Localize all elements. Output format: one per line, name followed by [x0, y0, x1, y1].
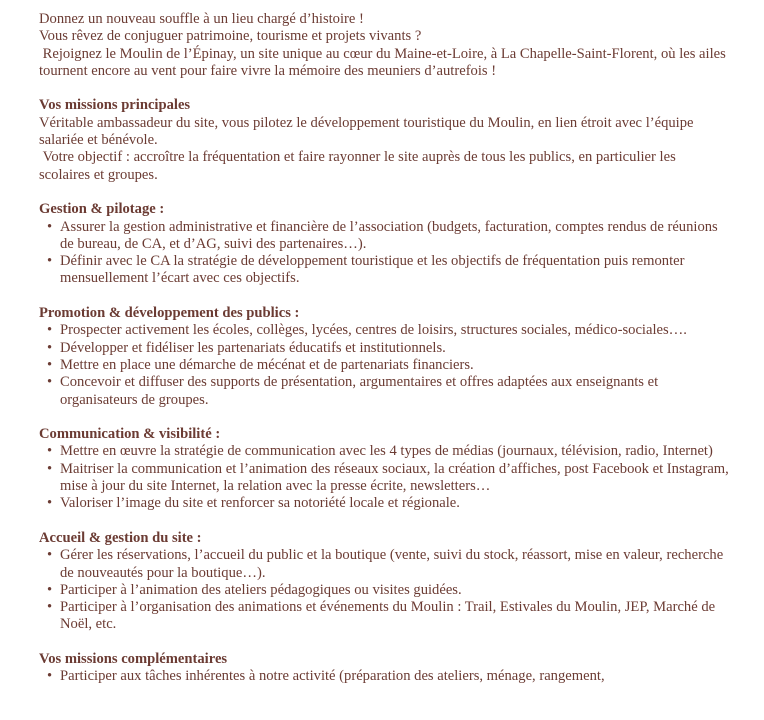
spacer: [39, 513, 729, 530]
list-item: • Mettre en place une démarche de mécénat et de partenariats financiers.: [60, 357, 729, 374]
intro-line-1: Donnez un nouveau souffle à un lieu chargé d’histoire !: [39, 11, 364, 27]
bullet-list-complementaires: [39, 668, 729, 685]
spacer: [39, 409, 729, 426]
list-item: • Participer à l’organisation des animations et événements du Moulin : Trail, Estivales du Moulin, JEP, Marché de Noël, etc.: [60, 599, 729, 634]
intro-line-3: Rejoignez le Moulin de l’Épinay, un site unique au cœur du Maine-et-Loire, à La Chapelle-Saint-Florent, où les ailes tournent encore au vent pour faire vivre la mémoire des meuniers d’autrefois !: [39, 45, 730, 79]
bullet-list-communication: [39, 443, 729, 512]
section-heading-missions: Vos missions principales: [39, 97, 191, 114]
list-item: • Prospecter activement les écoles, collèges, lycées, centres de loisirs, structures sociales, médico-sociales….: [60, 322, 729, 339]
spacer: [39, 634, 729, 651]
list-item: • Gérer les réservations, l’accueil du public et la boutique (vente, suivi du stock, réassort, mise en valeur, recherche de nouveautés pour la boutique…).: [60, 547, 729, 582]
section-heading-communication: Communication & visibilité :: [39, 426, 221, 443]
bullet-list-accueil: [39, 547, 729, 633]
section-heading-promotion: Promotion & développement des publics :: [39, 305, 300, 322]
bullet-list-promotion: [39, 322, 729, 408]
bullet-list-gestion: [39, 219, 729, 288]
list-item: • Participer à l’animation des ateliers pédagogiques ou visites guidées.: [60, 582, 729, 599]
spacer: [39, 288, 729, 305]
spacer: [39, 184, 729, 201]
list-item: • Participer aux tâches inhérentes à notre activité (préparation des ateliers, ménage, rangement,: [60, 668, 729, 685]
list-item: • Maitriser la communication et l’animation des réseaux sociaux, la création d’affiches, post Facebook et Instagram, mise à jour du site Internet, la relation avec la presse écrite, newsletters…: [60, 461, 729, 496]
section-heading-gestion: Gestion & pilotage :: [39, 201, 165, 218]
spacer: [39, 80, 729, 97]
list-item: • Définir avec le CA la stratégie de développement touristique et les objectifs de fréquentation puis remonter mensuellement l’écart avec ces objectifs.: [60, 253, 729, 288]
list-item: • Valoriser l’image du site et renforcer sa notoriété locale et régionale.: [60, 495, 729, 512]
list-item: • Mettre en œuvre la stratégie de communication avec les 4 types de médias (journaux, télévision, radio, Internet): [60, 443, 729, 460]
section-heading-complementaires: Vos missions complémentaires: [39, 650, 228, 667]
list-item: • Assurer la gestion administrative et financière de l’association (budgets, facturation, comptes rendus de réunions de bureau, de CA, et d’AG, suivi des partenaires…).: [60, 219, 729, 254]
intro-line-2: Vous rêvez de conjuguer patrimoine, tourisme et projets vivants ?: [39, 28, 422, 45]
list-item: • Concevoir et diffuser des supports de présentation, argumentaires et offres adaptées aux enseignants et organisateurs de groupes.: [60, 374, 729, 409]
list-item: • Développer et fidéliser les partenariats éducatifs et institutionnels.: [60, 340, 729, 357]
section-heading-accueil: Accueil & gestion du site :: [39, 529, 202, 546]
missions-line-2: Votre objectif : accroître la fréquentation et faire rayonner le site auprès de tous les publics, en particulier les scolaires et groupes.: [39, 149, 680, 183]
missions-line-1: Véritable ambassadeur du site, vous pilotez le développement touristique du Moulin, en lien étroit avec l’équipe salariée et bénévole.: [39, 114, 698, 149]
